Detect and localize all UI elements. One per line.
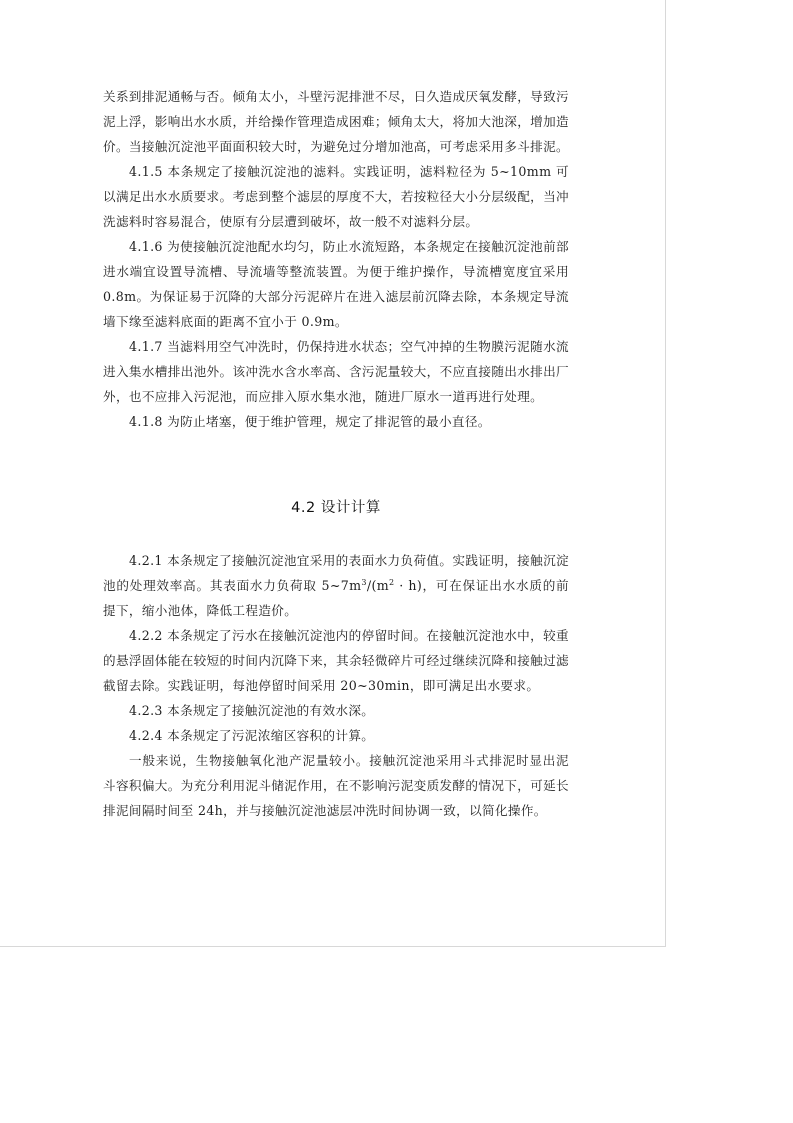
p421-sup-cubic: 3 <box>361 577 367 587</box>
paragraph-sludge-note: 一般来说，生物接触氧化池产泥量较小。接触沉淀池采用斗式排泥时显出泥斗容积偏大。为充分利用泥斗储泥作用，在不影响污泥变质发酵的情况下，可延长排泥间隔时间至 24h，并与接触沉淀池滤层冲洗时间协调一致，以简化操作。 <box>103 753 569 818</box>
paragraph-4-2-1 <box>103 548 569 623</box>
paragraph-bucket-slope: 关系到排泥通畅与否。倾角太小，斗壁污泥排泄不尽，日久造成厌氧发酵，导致污泥上浮，影响出水水质，并给操作管理造成困难；倾角太大，将加大池深，增加造价。当接触沉淀池平面面积较大时，为避免过分增加池高，可考虑采用多斗排泥。 <box>103 89 569 154</box>
p421-text-after: · h)，可在保证出水水质的前提下，缩小池体，降低工程造价。 <box>103 578 570 618</box>
paragraph-4-2-2: 4.2.2 本条规定了污水在接触沉淀池内的停留时间。在接触沉淀池水中，较重的悬浮固体能在较短的时间内沉降下来，其余轻微碎片可经过继续沉降和接触过滤截留去除。实践证明，每池停留时间采用 20~30min，即可满足出水要求。 <box>103 628 569 693</box>
paragraph-4-2-4: 4.2.4 本条规定了污泥浓缩区容积的计算。 <box>129 728 375 743</box>
p421-sup-square: 2 <box>389 577 395 587</box>
p421-text-middle: /(m <box>366 578 390 593</box>
paragraph-4-1-5: 4.1.5 本条规定了接触沉淀池的滤料。实践证明，滤料粒径为 5~10mm 可以满足出水水质要求。考虑到整个滤层的厚度不大，若按粒径大小分层级配，当冲洗滤料时容易混合，使原有分层遭到破坏，故一般不对滤料分层。 <box>103 164 569 229</box>
paragraph-4-1-7: 4.1.7 当滤料用空气冲洗时，仍保持进水状态；空气冲掉的生物膜污泥随水流进入集水槽排出池外。该冲洗水含水率高、含污泥量较大，不应直接随出水排出厂外，也不应排入污泥池，而应排入原水集水池，随进厂原水一道再进行处理。 <box>103 339 569 404</box>
section-heading-4-2: 4.2 设计计算 <box>291 500 381 516</box>
paragraph-4-1-6: 4.1.6 为使接触沉淀池配水均匀，防止水流短路，本条规定在接触沉淀池前部进水端宜设置导流槽、导流墙等整流装置。为便于维护操作，导流槽宽度宜采用 0.8m。为保证易于沉降的大部分污泥碎片在进入滤层前沉降去除，本条规定导流墙下缘至滤料底面的距离不宜小于 0.9m。 <box>103 239 569 329</box>
page-content <box>103 84 569 823</box>
paragraph-4-1-8: 4.1.8 为防止堵塞，便于维护管理，规定了排泥管的最小直径。 <box>129 414 491 429</box>
p421-text-before: 4.2.1 本条规定了接触沉淀池宜采用的表面水力负荷值。实践证明，接触沉淀池的处理效率高。其表面水力负荷取 5~7m <box>103 553 569 593</box>
paragraph-4-2-3: 4.2.3 本条规定了接触沉淀池的有效水深。 <box>129 703 375 718</box>
